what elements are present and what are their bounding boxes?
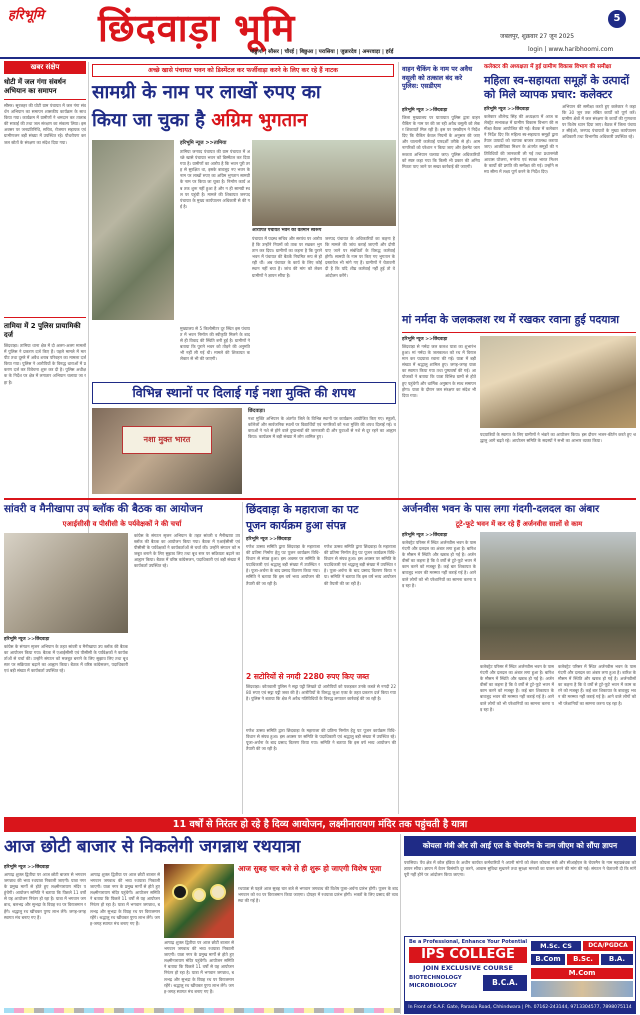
- drugfree-photo: [92, 408, 242, 494]
- page-number: 5: [613, 13, 621, 24]
- ad-course-bca: B.C.A.: [483, 975, 527, 991]
- ad-footer: In Front of S.A.F. Gate, Parasia Road, Chhindwara | Ph. 07162-243144, 9713304577, 7898075114: [405, 1001, 635, 1014]
- brief-1-body: सौसर। सूरजहर की घोटी ग्राम पंचायत में जल गंगा संवर्धन अभियान का समापन शासकीय कार्यक्रम के साथ किया गया। कार्यक्रम में ग्रामीणों ने श्रमदान कर तालाब की सफाई की तथा जल संरक्षण का संकल्प लिया। इस अवसर पर जनप्रतिनिधि, सचिव, रोजगार सहायक एवं ग्रामीणजन बड़ी संख्या में उपस्थित रहे। पौधरोपण कर जल स्रोतों के संरक्षण का संदेश दिया गया।: [4, 103, 86, 145]
- rath-photo: [164, 864, 234, 938]
- collector-headline: महिला स्व-सहायता समूहों के उत्पादों को मिले व्यापक प्रचार: कलेक्टर: [484, 74, 630, 101]
- ad-course-micro: MICROBIOLOGY: [409, 983, 457, 989]
- satta-headline: 2 सटोरियों से नगदी 2280 रुपए किए जब्त: [246, 672, 369, 681]
- arjanvis-photo: [480, 532, 636, 660]
- collector-strap: कलेक्टर की अध्यक्षता में हुई ग्रामीण विकास विभाग की समीक्षा: [484, 64, 612, 70]
- idol-face-right: [210, 884, 226, 900]
- drugfree-headline: विभिन्न स्थानों पर दिलाई गई नशा मुक्ति की शपथ: [132, 385, 356, 400]
- color-registration-strip: [4, 1008, 400, 1013]
- arjanvis-byline: हरिभूमि न्यूज >>छिंदवाड़ा: [402, 533, 448, 538]
- drugfree-banner-text: नशा मुक्त भारत: [143, 435, 191, 444]
- maharaj-body-3: गणेश उत्सव समिति द्वारा छिंदवाड़ा के महाराजा की प्रतिमा निर्माण हेतु पट पूजन कार्यक्रम विधि-विधान से संपन्न हुआ। इस अवसर पर समिति के पदाधिकारी एवं श्रद्धालु बड़ी संख्या में उपस्थित रहे। पूजा-अर्चना के बाद प्रसाद वितरण किया गया। समिति ने बताया कि इस वर्ष भव्य आयोजन की तैयारी की जा रही है।: [246, 728, 396, 752]
- collector-body: कलेक्टर शीलेन्द्र सिंह की अध्यक्षता में आज कलेक्ट्रेट सभाकक्ष में ग्रामीण विकास विभाग की समीक्षा बैठक आयोजित की गई। बैठक में कलेक्टर ने निर्देश दिए कि महिला स्व-सहायता समूहों द्वारा तैयार उत्पादों को व्यापक बाजार उपलब्ध कराया जाए। आजीविका मिशन के अंतर्गत समूहों की गतिविधियों की जानकारी ली गई तथा प्रधानमंत्री आवास योजना, मनरेगा एवं स्वच्छ भारत मिशन के कार्यों की प्रगति की समीक्षा की गई। उन्होंने समय सीमा में लक्ष्य पूर्ण करने के निर्देश दिए।: [484, 114, 558, 174]
- sausar-body: कांग्रेस के संगठन सृजन अभियान के तहत सांवरी व मैनीखापा उप ब्लॉक की बैठक का आयोजन किया गया। बैठक में एआईसीसी एवं पीसीसी के पर्यवेक्षकों ने कार्यकर्ताओं से चर्चा की। उन्होंने संगठन को मजबूत बनाने के लिए सुझाव लिए तथा बूथ स्तर पर सक्रियता बढ़ाने का आह्वान किया। बैठक में वरिष्ठ कांग्रेसजन, पदाधिकारी एवं बड़ी संख्या में कार्यकर्ता उपस्थित रहे।: [4, 644, 128, 674]
- divider: [4, 498, 636, 500]
- collector-byline: हरिभूमि न्यूज >>छिंदवाड़ा: [484, 107, 530, 112]
- rath-headline: आज छोटी बाजार से निकलेगी जगन्नाथ रथयात्रा: [4, 837, 301, 857]
- site-url[interactable]: login | www.haribhoomi.com: [528, 46, 614, 53]
- main-photo: [92, 140, 174, 320]
- drugfree-banner: [122, 426, 212, 454]
- main-kicker: [92, 64, 394, 77]
- ad-badge-dca: DCA/PGDCA: [583, 941, 633, 951]
- brief-2-body: छिंदवाड़ा। तामिया थाना क्षेत्र में दो अलग-अलग मामलों में पुलिस ने प्रकरण दर्ज किए हैं। पहले मामले में मारपीट तथा दूसरे में अवैध शराब परिवहन का मामला दर्ज किया गया। पुलिस ने आरोपियों के विरुद्ध धाराओं में प्रकरण दर्ज कर विवेचना शुरू कर दी है। पुलिस अधीक्षक के निर्देश पर क्षेत्र में लगातार अभियान चलाया जा रहा है।: [4, 343, 86, 385]
- right-body-1: जिला मुख्यालय पर यातायात पुलिस द्वारा वाहन चैकिंग के नाम पर की जा रही अवैध वसूली को लेकर शिकायतें मिल रही हैं। इस पर एसडीएम ने निर्देश दिए कि चैकिंग केवल नियमों के अनुसार की जाए और चालानी कार्रवाई पारदर्शी तरीके से हो। आम नागरिकों को परेशान न किया जाए और हेलमेट जागरूकता अभियान चलाया जाए। पुलिस अधिकारियों को स्पष्ट कहा गया कि किसी भी प्रकार की अनियमितता पाए जाने पर सख्त कार्रवाई की जाएगी।: [402, 115, 480, 169]
- column-rule: [398, 502, 399, 814]
- brief-1-headline: धोटी में जल गंगा संवर्धन अभियान का समापन: [4, 78, 66, 95]
- masthead-logo: हरिभूमि: [8, 8, 44, 23]
- divider: [402, 332, 636, 333]
- coal-headline-box: [404, 836, 636, 856]
- arjanvis-headline: अर्जनवीस भवन के पास लगा गंदगी-दलदल का अंबार: [402, 504, 600, 515]
- maharaj-headline-2: पूजन कार्यक्रम हुआ संपन्न: [246, 519, 346, 532]
- column-rule: [400, 834, 401, 1014]
- main-body-d: मुख्यालय से 5 किलोमीटर दूर स्थित इस पंचायत में भवन निर्माण की स्वीकृति मिलने के बाद से ही विवाद की स्थिति बनी हुई है। ग्रामीणों ने बताया कि पुराने भवन को तोड़ने की अनुमति भी नहीं ली गई थी। मामले की शिकायत कलेक्टर से भी की जाएगी।: [180, 326, 250, 362]
- sausar-body-2: कांग्रेस के संगठन सृजन अभियान के तहत सांवरी व मैनीखापा उप ब्लॉक की बैठक का आयोजन किया गया। बैठक में एआईसीसी एवं पीसीसी के पर्यवेक्षकों ने कार्यकर्ताओं से चर्चा की। उन्होंने संगठन को मजबूत बनाने के लिए सुझाव लिए तथा बूथ स्तर पर सक्रियता बढ़ाने का आह्वान किया। बैठक में वरिष्ठ कांग्रेसजन, पदाधिकारी एवं बड़ी संख्या में कार्यकर्ता उपस्थित रहे।: [134, 533, 240, 569]
- main-kicker-text: अच्छे खासे पंचायत भवन को डिस्मेंटल कर फर्जीवाड़ा करने के लिए कर रहे हैं नाटक: [148, 67, 338, 74]
- narmada-photo: [480, 336, 636, 428]
- ad-course-bcom: B.Com: [531, 954, 565, 965]
- arjanvis-body-3: कलेक्ट्रेट परिसर में स्थित अर्जनवीस भवन के पास गंदगी और दलदल का अंबार लगा हुआ है। बारिश के मौसम में स्थिति और खराब हो गई है। अर्जनवीसों का कहना है कि वे वर्षों से टूटे-फूटे भवन में काम करने को मजबूर हैं। कई बार शिकायत के बावजूद भवन की मरम्मत नहीं कराई गई है। आने वाले लोगों को भी परेशानियों का सामना करना पड़ रहा है।: [558, 664, 636, 706]
- ad-course-bsc: B.Sc.: [567, 954, 599, 965]
- main-byline: हरिभूमि न्यूज >>तामिया: [180, 140, 227, 146]
- maharaj-headline-1: छिंदवाड़ा के महाराजा का पट: [246, 503, 359, 516]
- district-strip: पांढुर्णा | सौसर | चौरई | बिछुआ | परासिया | जुन्नारदेव | अमरवाड़ा | हर्रई: [250, 49, 394, 55]
- idol-face-middle: [192, 888, 206, 902]
- ad-badge-msc: M.Sc. CS: [531, 941, 581, 951]
- satta-body: छिंदवाड़ा। कोतवाली पुलिस ने सट्टा पट्टी लिखते दो आरोपियों को पकड़कर उनके कब्जे से नगदी 2280 रुपए एवं सट्टा पट्टी जब्त की है। आरोपियों के विरुद्ध जुआ एक्ट के तहत प्रकरण दर्ज किया गया है। पुलिस ने बताया कि क्षेत्र में अवैध गतिविधियों के विरुद्ध लगातार कार्रवाई की जा रही है।: [246, 684, 396, 702]
- rath-body-3: आषाढ़ शुक्ल द्वितीया पर आज छोटी बाजार से भगवान जगन्नाथ की भव्य रथयात्रा निकाली जाएगी। यात्रा नगर के प्रमुख मार्गों से होते हुए लक्ष्मीनारायण मंदिर पहुंचेगी। आयोजन समिति ने बताया कि पिछले 11 वर्षों से यह आयोजन निरंतर हो रहा है। यात्रा में भगवान जगन्नाथ, बलभद्र और सुभद्रा के विग्रह रथ पर विराजमान रहेंगे। श्रद्धालु रथ खींचकर पुण्य लाभ लेंगे। जगह-जगह स्वागत मंच बनाए गए हैं।: [164, 940, 234, 994]
- ad-college-name: IPS COLLEGE: [409, 947, 527, 963]
- main-body-a: तामिया जनपद पंचायत की ग्राम पंचायत में अच्छे खासे पंचायत भवन को डिस्मेंटल कर दिया गया है। ग्रामीणों का आरोप है कि भवन पूरी तरह से सुरक्षित था, इसके बावजूद नए भवन के नाम पर लाखों रुपए का अग्रिम भुगतान सामग्री के नाम पर किया जा चुका है। निर्माण कार्य अब तक शुरू नहीं हुआ है और न ही सामग्री स्थल पर पहुंची है। मामले की शिकायत जनपद पंचायत के मुख्य कार्यपालन अधिकारी से की गई है।: [180, 149, 250, 209]
- page-number-badge: [608, 10, 626, 28]
- sausar-photo: [4, 533, 128, 633]
- column-rule: [242, 502, 243, 814]
- main-photo-2: [252, 140, 396, 226]
- brief-2-headline: तामिया में 2 पुलिस प्रायामिकी दर्ज: [4, 322, 81, 339]
- drugfree-headline-box: [92, 382, 396, 404]
- arjanvis-body-2: कलेक्ट्रेट परिसर में स्थित अर्जनवीस भवन के पास गंदगी और दलदल का अंबार लगा हुआ है। बारिश के मौसम में स्थिति और खराब हो गई है। अर्जनवीसों का कहना है कि वे वर्षों से टूटे-फूटे भवन में काम करने को मजबूर हैं। कई बार शिकायत के बावजूद भवन की मरम्मत नहीं कराई गई है। आने वाले लोगों को भी परेशानियों का सामना करना पड़ रहा है।: [480, 664, 554, 712]
- narmada-body: छिंदवाड़ा से नर्मदा जल कलश यात्रा का शुभारंभ हुआ। मां नर्मदा के जलकलश को रथ में विराजमान कर पदयात्रा रवाना की गई। यात्रा में बड़ी संख्या में श्रद्धालु शामिल हुए। जगह-जगह यात्रा का स्वागत किया गया तथा पुष्पवर्षा की गई। आयोजकों ने बताया कि यात्रा विभिन्न ग्रामों से होते हुए पहुंचेगी और धार्मिक अनुष्ठान के साथ समापन होगा। यात्रा के दौरान जल संरक्षण का संदेश भी दिया गया।: [402, 344, 476, 398]
- rath-byline: हरिभूमि न्यूज >>छिंदवाड़ा: [4, 865, 50, 870]
- ad-course-mcom: M.Com: [531, 968, 633, 979]
- coal-headline: कोयला मंत्री और सी आई एल के चेयरमैन के नाम जीएम को सौंपा ज्ञापन: [422, 841, 618, 850]
- main-body-b: पंचायत में पदस्थ सचिव और सरपंच पर आरोप है कि उन्होंने नियमों को ताक पर रखकर भुगतान कर दिया। ग्रामीणों का कहना है कि पुराने भवन में पंचायत की बैठकें नियमित रूप से हो रही थीं। अब पंचायत के कार्य के लिए कोई स्थान नहीं बचा है। जांच की मांग को लेकर ग्रामीणों ने ज्ञापन सौंपा है।: [252, 236, 322, 278]
- edition-date: जबलपुर, शुक्रवार 27 जून 2025: [500, 33, 575, 40]
- ad-course-ba: B.A.: [601, 954, 633, 965]
- column-rule: [88, 62, 89, 572]
- maharaj-body: गणेश उत्सव समिति द्वारा छिंदवाड़ा के महाराजा की प्रतिमा निर्माण हेतु पट पूजन कार्यक्रम विधि-विधान से संपन्न हुआ। इस अवसर पर समिति के पदाधिकारी एवं श्रद्धालु बड़ी संख्या में उपस्थित रहे। पूजा-अर्चना के बाद प्रसाद वितरण किया गया। समिति ने बताया कि इस वर्ष भव्य आयोजन की तैयारी की जा रही है।: [246, 544, 320, 586]
- maharaj-byline: हरिभूमि न्यूज >>छिंदवाड़ा: [246, 537, 292, 542]
- rath-red-body: रथयात्रा से पहले आज सुबह चार बजे से भगवान जगन्नाथ की विशेष पूजा-अर्चना प्रारंभ होगी। पूजन के बाद भगवान को रथ पर विराजमान किया जाएगा। दोपहर में रथयात्रा प्रारंभ होगी। भक्तों के लिए प्रसाद की व्यवस्था की गई है।: [238, 886, 398, 904]
- ad-admission: JOIN EXCLUSIVE COURSE: [423, 964, 513, 972]
- narmada-byline: हरिभूमि न्यूज >>छिंदवाड़ा: [402, 337, 448, 342]
- masthead-rule: [0, 57, 640, 59]
- collector-body-2: अभियान की समीक्षा करते हुए कलेक्टर ने कहा कि 30 जून तक लंबित कार्यों को पूर्ण करें। ग्रामीण क्षेत्रों में जल संरक्षण के कार्यों की गुणवत्ता पर विशेष ध्यान दिया जाए। बैठक में जिला पंचायत सीईओ, जनपद पंचायतों के मुख्य कार्यपालन अधिकारी तथा विभागीय अधिकारी उपस्थित रहे।: [562, 104, 636, 140]
- right-byline-1: हरिभूमि न्यूज >>छिंदवाड़ा: [402, 108, 448, 113]
- narmada-body-2: पदयात्रियों के स्वागत के लिए ग्रामीणों ने भंडारे का आयोजन किया। इस दौरान भजन-कीर्तन करते हुए श्रद्धालु आगे बढ़ते रहे। आयोजन समिति के सदस्यों ने सभी का आभार व्यक्त किया।: [480, 432, 636, 444]
- drugfree-body: नशा मुक्ति अभियान के अंतर्गत जिले के विभिन्न स्थानों पर कार्यक्रम आयोजित किए गए। स्कूलों, कॉलेजों और सार्वजनिक स्थलों पर विद्यार्थियों एवं नागरिकों को नशा मुक्ति की शपथ दिलाई गई। वक्ताओं ने नशे से होने वाले दुष्प्रभावों की जानकारी दी और युवाओं से नशे से दूर रहने का आह्वान किया। कार्यक्रम में बड़ी संख्या में लोग शामिल हुए।: [248, 416, 396, 440]
- divider: [4, 317, 86, 318]
- main-body-c: जनपद पंचायत के अधिकारियों का कहना है कि मामले की जांच कराई जाएगी और दोषी पाए जाने पर संबंधितों के विरुद्ध कार्रवाई होगी। सामग्री के नाम पर किए गए भुगतान के दस्तावेज भी मांगे गए हैं। ग्रामीणों ने चेतावनी दी है कि यदि शीघ्र कार्रवाई नहीं हुई तो वे आंदोलन करेंगे।: [325, 236, 395, 278]
- sausar-byline: हरिभूमि न्यूज >>छिंदवाड़ा: [4, 637, 50, 642]
- right-head-1: वाहन चैकिंग के नाम पर अवैध वसूली को तत्काल बंद करे पुलिस: एसडीएम: [402, 65, 473, 90]
- ad-tagline: Be a Professional, Enhance Your Potential: [409, 939, 528, 945]
- main-headline-red: अग्रिम भुगतान: [211, 110, 308, 131]
- ad-course-biotech: BIOTECHNOLOGY: [409, 975, 462, 981]
- main-headline-1: सामग्री के नाम पर लाखों रुपए का: [92, 82, 321, 103]
- main-photo-caption: आरोपित पंचायत भवन का वर्तमान स्वरूप: [252, 228, 322, 233]
- main-headline-2: [92, 108, 396, 134]
- masthead-title: छिंदवाड़ा भूमि: [98, 6, 296, 50]
- sausar-subhead: एआईसीसी व पीसीसी के पर्यवेक्षकों ने की चर्चा: [62, 520, 182, 528]
- rath-body-2: आषाढ़ शुक्ल द्वितीया पर आज छोटी बाजार से भगवान जगन्नाथ की भव्य रथयात्रा निकाली जाएगी। यात्रा नगर के प्रमुख मार्गों से होते हुए लक्ष्मीनारायण मंदिर पहुंचेगी। आयोजन समिति ने बताया कि पिछले 11 वर्षों से यह आयोजन निरंतर हो रहा है। यात्रा में भगवान जगन्नाथ, बलभद्र और सुभद्रा के विग्रह रथ पर विराजमान रहेंगे। श्रद्धालु रथ खींचकर पुण्य लाभ लेंगे। जगह-जगह स्वागत मंच बनाए गए हैं।: [90, 872, 160, 926]
- sausar-headline: सांवरी व मैनीखापा उप ब्लॉक की बैठक का आयोजन: [4, 503, 203, 515]
- idol-face-left: [172, 884, 188, 900]
- narmada-headline: मां नर्मदा के जलकलश रथ में रखकर रवाना हुई पदयात्रा: [402, 313, 620, 326]
- maharaj-body-2: गणेश उत्सव समिति द्वारा छिंदवाड़ा के महाराजा की प्रतिमा निर्माण हेतु पट पूजन कार्यक्रम विधि-विधान से संपन्न हुआ। इस अवसर पर समिति के पदाधिकारी एवं श्रद्धालु बड़ी संख्या में उपस्थित रहे। पूजा-अर्चना के बाद प्रसाद वितरण किया गया। समिति ने बताया कि इस वर्ष भव्य आयोजन की तैयारी की जा रही है।: [324, 544, 396, 586]
- college-advertisement[interactable]: [404, 936, 636, 1014]
- rath-body: आषाढ़ शुक्ल द्वितीया पर आज छोटी बाजार से भगवान जगन्नाथ की भव्य रथयात्रा निकाली जाएगी। यात्रा नगर के प्रमुख मार्गों से होते हुए लक्ष्मीनारायण मंदिर पहुंचेगी। आयोजन समिति ने बताया कि पिछले 11 वर्षों से यह आयोजन निरंतर हो रहा है। यात्रा में भगवान जगन्नाथ, बलभद्र और सुभद्रा के विग्रह रथ पर विराजमान रहेंगे। श्रद्धालु रथ खींचकर पुण्य लाभ लेंगे। जगह-जगह स्वागत मंच बनाए गए हैं।: [4, 872, 86, 920]
- arjanvis-subhead: टूटे-फूटे भवन में कर रहे हैं अर्जनवीस सालों से काम: [455, 520, 583, 528]
- ad-photo: [531, 981, 633, 997]
- section-label: खबर संक्षेप: [4, 61, 86, 74]
- temple-banner-text: 11 वर्षों से निरंतर हो रहे है दिव्य आयोजन, लक्ष्मीनारायण मंदिर तक पहुंचती है यात्रा: [172, 819, 468, 830]
- drugfree-byline: छिंदवाड़ा।: [248, 408, 266, 414]
- rath-red-headline: आज सुबह चार बजे से ही शुरू हो जाएगी विशेष पूजा: [238, 864, 382, 873]
- masthead: [0, 0, 640, 58]
- main-headline-2-text: किया जा चुका है: [92, 110, 205, 131]
- temple-banner: [4, 817, 636, 832]
- coal-body: परासिया। पेंच क्षेत्र में कोल इंडिया के अधीन कार्यरत कर्मचारियों ने अपनी मांगों को लेकर कोयला मंत्री और सीआईएल के चेयरमैन के नाम महाप्रबंधक को ज्ञापन सौंपा। ज्ञापन में वेतन विसंगति दूर करने, आवास सुविधा सुधारने तथा सुरक्षा मानकों का पालन करने की मांग की गई। संगठन ने चेतावनी दी कि मांगें पूरी नहीं होने पर आंदोलन किया जाएगा।: [404, 860, 636, 878]
- village-photo: [92, 140, 174, 320]
- divider: [4, 99, 86, 100]
- arjanvis-body: कलेक्ट्रेट परिसर में स्थित अर्जनवीस भवन के पास गंदगी और दलदल का अंबार लगा हुआ है। बारिश के मौसम में स्थिति और खराब हो गई है। अर्जनवीसों का कहना है कि वे वर्षों से टूटे-फूटे भवन में काम करने को मजबूर हैं। कई बार शिकायत के बावजूद भवन की मरम्मत नहीं कराई गई है। आने वाले लोगों को भी परेशानियों का सामना करना पड़ रहा है।: [402, 540, 476, 588]
